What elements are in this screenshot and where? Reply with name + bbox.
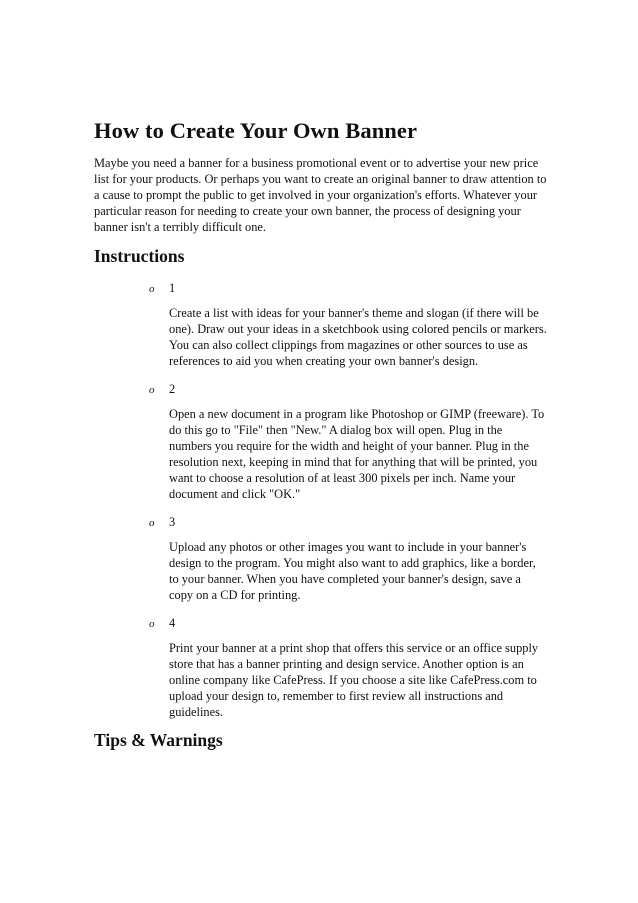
- tips-warnings-heading: Tips & Warnings: [94, 730, 223, 750]
- step-text: Open a new document in a program like Photoshop or GIMP (freeware). To do this go to "File" then "New." A dialog box will open. Plug in the numbers you require for the width and height of your banner. Plug in the resolution next, keeping in mind that for anything that will be printed, you want to choose a resolution of at least 300 pixels per inch. Name your document and click "OK.": [169, 407, 545, 501]
- step-number: 2: [169, 382, 176, 396]
- step-number: 3: [169, 515, 176, 529]
- document-title: How to Create Your Own Banner: [94, 118, 418, 143]
- instructions-heading: Instructions: [94, 246, 185, 266]
- bullet-circle-icon: o: [149, 384, 155, 396]
- step-text: Print your banner at a print shop that offers this service or an office supply store that has a banner printing and design service. Another option is an online company like CafePress. If you choose a site like CafePress.com to upload your design to, remember to first review all instructions and guidelines.: [169, 641, 539, 719]
- intro-paragraph: Maybe you need a banner for a business promotional event or to advertise your new price list for your products. Or perhaps you want to create an original banner to draw attention to a cause to prompt the public to get involved in your organization's efforts. Whatever your particular reason for needing to create your own banner, the process of designing your banner isn't a terribly difficult one.: [94, 156, 547, 234]
- bullet-circle-icon: o: [149, 517, 155, 529]
- bullet-circle-icon: o: [149, 618, 155, 630]
- bullet-circle-icon: o: [149, 283, 155, 295]
- step-text: Create a list with ideas for your banner's theme and slogan (if there will be one). Draw out your ideas in a sketchbook using colored pencils or markers. You can also collect clippings from magazines or other sources to use as references to aid you when creating your own banner's design.: [169, 306, 547, 368]
- step-number: 4: [169, 616, 176, 630]
- step-number: 1: [169, 281, 176, 295]
- step-text: Upload any photos or other images you want to include in your banner's design to the program. You might also want to add graphics, like a border, to your banner. When you have completed your banner's design, save a copy on a CD for printing.: [169, 540, 536, 602]
